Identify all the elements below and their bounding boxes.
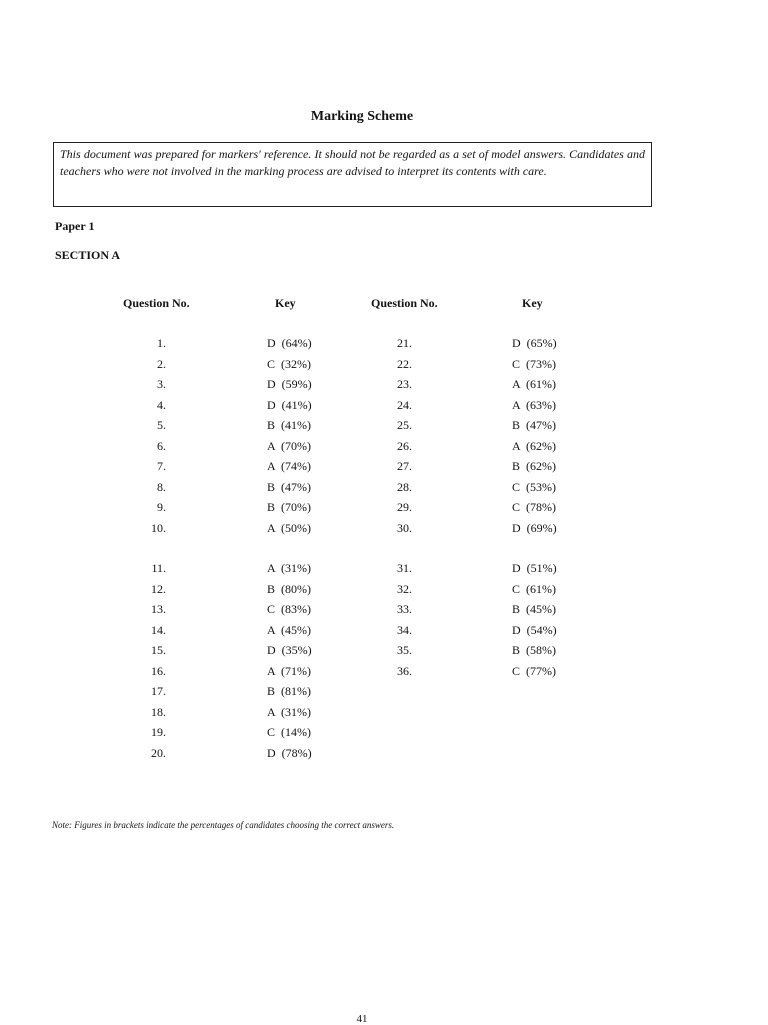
answer-key: D (64%)	[267, 336, 312, 350]
question-number: 34.	[397, 622, 412, 637]
question-number: 2.	[157, 356, 166, 371]
question-number: 20.	[151, 745, 166, 760]
question-number: 17.	[151, 684, 166, 698]
table-row	[0, 333, 768, 354]
header-question-no-left: Question No.	[123, 296, 190, 310]
answer-key: D (51%)	[512, 561, 557, 575]
table-row	[0, 702, 768, 723]
answer-key: C (61%)	[512, 581, 556, 596]
answer-key: A (50%)	[267, 520, 311, 535]
header-key-left: Key	[275, 296, 296, 310]
answer-key: C (83%)	[267, 602, 311, 616]
question-number: 1.	[157, 336, 166, 350]
table-row	[0, 477, 768, 498]
question-number: 11.	[151, 561, 166, 575]
table-row	[0, 436, 768, 457]
paper-label: Paper 1	[55, 219, 95, 233]
answer-key: C (73%)	[512, 356, 556, 371]
answer-key: C (78%)	[512, 500, 556, 514]
table-row	[0, 395, 768, 416]
table-row	[0, 640, 768, 661]
answer-key: B (80%)	[267, 581, 311, 596]
answer-key: A (70%)	[267, 438, 311, 453]
question-number: 8.	[157, 479, 166, 494]
answer-key: B (62%)	[512, 459, 556, 473]
table-row	[0, 661, 768, 682]
question-number: 28.	[397, 479, 412, 494]
answer-key: B (81%)	[267, 684, 311, 698]
table-row	[0, 354, 768, 375]
table-row	[0, 518, 768, 539]
answer-key: D (54%)	[512, 622, 557, 637]
page-title: Marking Scheme	[310, 109, 414, 124]
answer-key: A (62%)	[512, 438, 556, 453]
question-number: 33.	[397, 602, 412, 616]
answer-key: D (41%)	[267, 397, 312, 412]
answer-key: D (69%)	[512, 520, 557, 535]
question-number: 29.	[397, 500, 412, 514]
page-number: 41	[356, 1013, 368, 1025]
question-number: 3.	[157, 377, 166, 391]
answer-key: D (78%)	[267, 745, 312, 760]
answer-key: B (45%)	[512, 602, 556, 616]
question-number: 22.	[397, 356, 412, 371]
question-number: 19.	[151, 725, 166, 739]
question-number: 24.	[397, 397, 412, 412]
question-number: 7.	[157, 459, 166, 473]
table-row	[0, 374, 768, 395]
answer-key: B (47%)	[512, 418, 556, 432]
answer-key: A (45%)	[267, 622, 311, 637]
header-question-no-right: Question No.	[371, 296, 438, 310]
question-number: 32.	[397, 581, 412, 596]
question-number: 9.	[157, 500, 166, 514]
answer-key: B (58%)	[512, 643, 556, 657]
answer-key: A (71%)	[267, 663, 311, 678]
answer-key: D (65%)	[512, 336, 557, 350]
footnote: Note: Figures in brackets indicate the percentages of candidates choosing the correct answers.	[52, 820, 395, 830]
answer-key-table	[0, 333, 768, 763]
question-number: 6.	[157, 438, 166, 453]
question-number: 27.	[397, 459, 412, 473]
table-row	[0, 620, 768, 641]
answer-key: A (61%)	[512, 377, 556, 391]
disclaimer-box: This document was prepared for markers' reference. It should not be regarded as a set of model answers. Candidates and teachers who were not involved in the marking process are advised to interpret its contents with care.	[53, 142, 652, 207]
question-number: 30.	[397, 520, 412, 535]
table-row	[0, 579, 768, 600]
table-row	[0, 415, 768, 436]
table-row	[0, 681, 768, 702]
question-number: 4.	[157, 397, 166, 412]
answer-key: D (59%)	[267, 377, 312, 391]
answer-key: B (70%)	[267, 500, 311, 514]
question-number: 31.	[397, 561, 412, 575]
question-number: 12.	[151, 581, 166, 596]
answer-key: B (41%)	[267, 418, 311, 432]
question-number: 36.	[397, 663, 412, 678]
answer-key: C (53%)	[512, 479, 556, 494]
question-number: 18.	[151, 704, 166, 719]
answer-key: C (77%)	[512, 663, 556, 678]
section-label: SECTION A	[55, 248, 121, 262]
question-number: 13.	[151, 602, 166, 616]
question-number: 14.	[151, 622, 166, 637]
question-number: 35.	[397, 643, 412, 657]
question-number: 25.	[397, 418, 412, 432]
answer-key: A (63%)	[512, 397, 556, 412]
table-row	[0, 599, 768, 620]
question-number: 15.	[151, 643, 166, 657]
answer-key: A (31%)	[267, 561, 311, 575]
table-row	[0, 743, 768, 764]
question-number: 16.	[151, 663, 166, 678]
table-row	[0, 456, 768, 477]
question-number: 10.	[151, 520, 166, 535]
question-number: 5.	[157, 418, 166, 432]
header-key-right: Key	[522, 296, 543, 310]
answer-key: A (74%)	[267, 459, 311, 473]
table-row	[0, 497, 768, 518]
question-number: 26.	[397, 438, 412, 453]
answer-key: D (35%)	[267, 643, 312, 657]
table-row	[0, 558, 768, 579]
table-row	[0, 722, 768, 743]
question-number: 21.	[397, 336, 412, 350]
answer-key: C (14%)	[267, 725, 311, 739]
question-number: 23.	[397, 377, 412, 391]
answer-key: B (47%)	[267, 479, 311, 494]
answer-key: C (32%)	[267, 356, 311, 371]
answer-key: A (31%)	[267, 704, 311, 719]
